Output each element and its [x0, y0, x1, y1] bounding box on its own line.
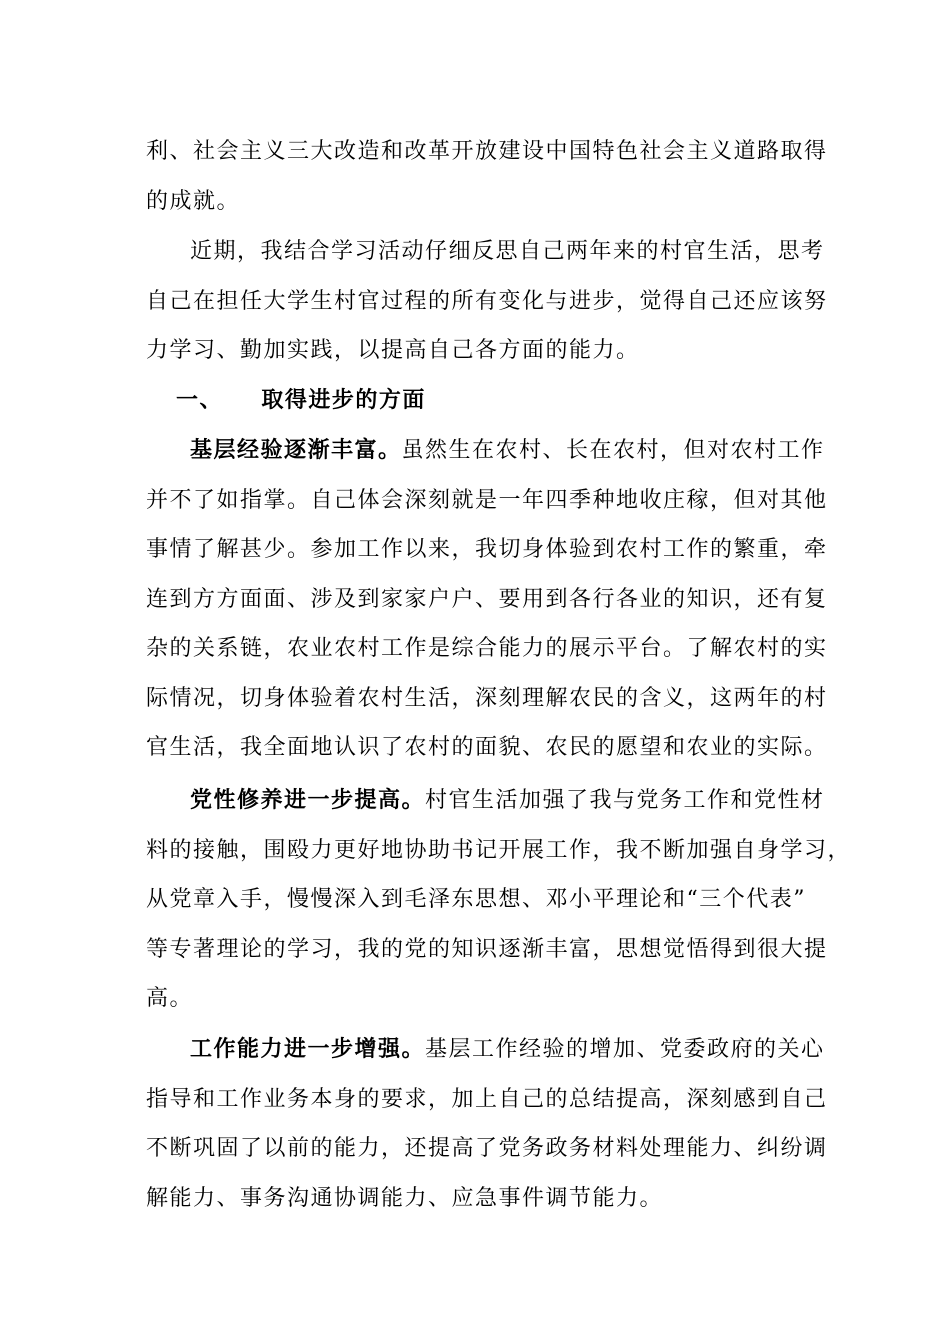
- text-fragment: 虽然生在农村、长在农村，但对农村工作: [401, 438, 825, 463]
- text-line: 解能力、事务沟通协调能力、应急事件调节能力。: [146, 1185, 664, 1211]
- paragraph-work-ability: [146, 1025, 828, 1223]
- text-line: 等专著理论的学习，我的党的知识逐渐丰富，思想觉悟得到很大提: [146, 936, 828, 962]
- paragraph-continuation: [146, 127, 828, 226]
- text-line: 际情况，切身体验着农村生活，深刻理解农民的含义，这两年的村: [146, 685, 828, 711]
- text-line: 指导和工作业务本身的要求，加上自己的总结提高，深刻感到自己: [146, 1086, 828, 1112]
- text-line: 利、社会主义三大改造和改革开放建设中国特色社会主义道路取得: [146, 139, 828, 164]
- paragraph-experience: [146, 426, 828, 773]
- text-line: 高。: [146, 986, 194, 1011]
- section-title: 取得进步的方面: [261, 388, 426, 413]
- text-line: 自己在担任大学生村官过程的所有变化与进步，觉得自己还应该努: [146, 288, 828, 314]
- text-line: 不断巩固了以前的能力，还提高了党务政务材料处理能力、纠纷调: [146, 1136, 828, 1161]
- section-heading: [146, 376, 810, 426]
- text-line: 近期，我结合学习活动仔细反思自己两年来的村官生活，思考: [190, 239, 825, 264]
- paragraph-reflection: [146, 227, 828, 376]
- section-number: 一、: [176, 388, 224, 413]
- text-line: 从党章入手，慢慢深入到毛泽东思想、邓小平理论和“三个代表”: [146, 887, 806, 912]
- paragraph-lead: 基层经验逐渐丰富。: [190, 438, 402, 463]
- paragraph-party-cultivation: [146, 776, 852, 1024]
- text-line: 杂的关系链，农业农村工作是综合能力的展示平台。了解农村的实: [146, 636, 828, 661]
- text-fragment: 村官生活加强了我与党务工作和党性材: [425, 788, 825, 813]
- text-line: 并不了如指掌。自己体会深刻就是一年四季种地收庄稼，但对其他: [146, 487, 828, 513]
- text-line: 料的接触，围殴力更好地协助书记开展工作，我不断加强自身学习，: [146, 837, 852, 863]
- paragraph-lead: 工作能力进一步增强。: [190, 1037, 426, 1062]
- text-line: 官生活，我全面地认识了农村的面貌、农民的愿望和农业的实际。: [146, 735, 828, 760]
- paragraph-lead: 党性修养进一步提高。: [190, 788, 426, 813]
- text-line: 力学习、勤加实践，以提高自己各方面的能力。: [146, 338, 640, 363]
- text-line: 连到方方面面、涉及到家家户户、要用到各行各业的知识，还有复: [146, 586, 828, 612]
- text-line: 事情了解甚少。参加工作以来，我切身体验到农村工作的繁重，牵: [146, 537, 828, 562]
- text-line: 的成就。: [146, 188, 241, 214]
- text-fragment: 基层工作经验的增加、党委政府的关心: [425, 1037, 825, 1062]
